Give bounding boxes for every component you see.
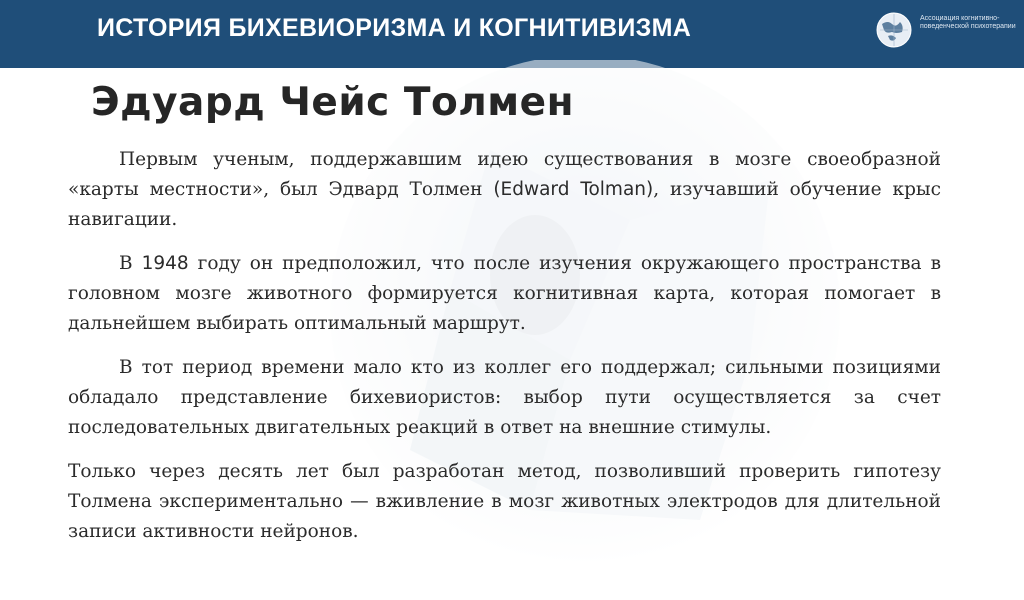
paragraph-1 bbox=[68, 145, 941, 235]
paragraph-1-text: Первым ученым, поддержавшим идею существования в мозге своеобразной «карты местности», был Эдвард Толмен bbox=[68, 149, 941, 200]
year-value: 1948 bbox=[141, 253, 189, 274]
paragraph-4: Только через десять лет был разработан метод, позволивший проверить гипотезу Толмена экспериментально — вживление в мозг животных электродов для длительной записи активности нейронов. bbox=[68, 461, 941, 542]
header-bar bbox=[0, 0, 1024, 68]
english-name: (Edward Tolman) bbox=[493, 179, 654, 200]
person-name-heading: Эдуард Чейс Толмен bbox=[91, 80, 575, 125]
slide-header-title: ИСТОРИЯ БИХЕВИОРИЗМА И КОГНИТИВИЗМА bbox=[97, 14, 692, 42]
text-body bbox=[68, 145, 941, 561]
paragraph-2-text: году он предположил, что после изучения окружающего пространства в головном мозге животного формируется когнитивная карта, которая помогает в дальнейшем выбирать оптимальный маршрут. bbox=[68, 253, 941, 334]
paragraph-2 bbox=[68, 249, 941, 339]
paragraph-1-text-end: , изучавший обучение крыс навигации. bbox=[68, 179, 941, 230]
globe-logo-icon bbox=[876, 12, 912, 48]
logo-caption: Ассоциация когнитивно-поведенческой психотерапии bbox=[920, 15, 1016, 30]
paragraph-3: В тот период времени мало кто из коллег его поддержал; сильными позициями обладало представление бихевиористов: выбор пути осуществляется за счет последовательных двигательных реакций в ответ на внешние стимулы. bbox=[68, 357, 941, 438]
paragraph-2-text-start: В bbox=[119, 253, 142, 274]
